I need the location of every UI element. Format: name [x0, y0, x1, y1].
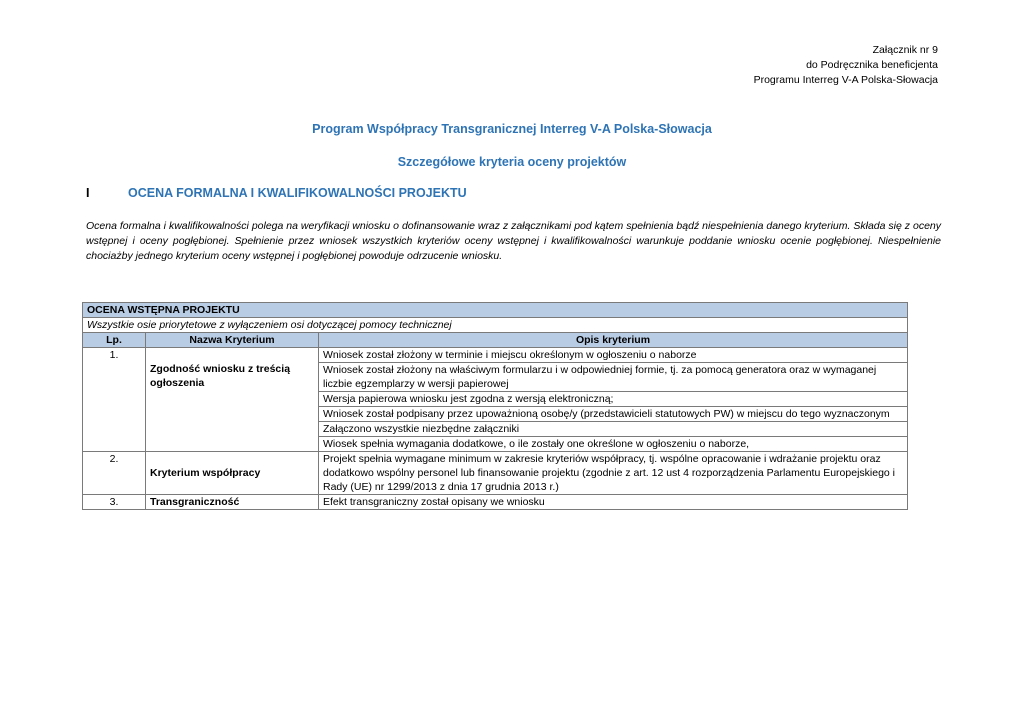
row-number: 3. [83, 495, 146, 510]
row-number: 2. [83, 452, 146, 495]
column-header-lp: Lp. [83, 333, 146, 348]
criterion-description: Wersja papierowa wniosku jest zgodna z wersją elektroniczną; [319, 392, 908, 407]
row-number: 1. [83, 348, 146, 452]
table-row [83, 495, 908, 510]
document-title: Program Współpracy Transgranicznej Interreg V-A Polska-Słowacja [312, 122, 712, 136]
section-title: OCENA FORMALNA I KWALIFIKOWALNOŚCI PROJEKTU [128, 186, 467, 200]
criterion-description: Załączono wszystkie niezbędne załączniki [319, 422, 908, 437]
table-subtitle-row [83, 318, 908, 333]
program-name: Programu Interreg V-A Polska-Słowacja [753, 74, 938, 86]
column-header-name: Nazwa Kryterium [146, 333, 319, 348]
section-heading [86, 186, 467, 200]
document-subtitle: Szczegółowe kryteria oceny projektów [397, 155, 627, 169]
criterion-description: Wniosek został złożony w terminie i miejscu określonym w ogłoszeniu o naborze [319, 348, 908, 363]
attachment-context: do Podręcznika beneficjenta [806, 59, 938, 71]
intro-paragraph: Ocena formalna i kwalifikowalności polega na weryfikacji wniosku o dofinansowanie wraz z załącznikami pod kątem spełnienia bądź niespełnienia danego kryterium. Składa się z oceny wstępnej i oceny pogłębionej. Spełnienie przez wniosek wszystkich kryteriów oceny wstępnej i kwalifikowalności warunkuje poddanie wniosku ocenie pogłębionej. Niespełnienie chociażby jednego kryterium oceny wstępnej i pogłębionej powoduje odrzucenie wniosku. [86, 220, 941, 262]
attachment-number: Załącznik nr 9 [872, 44, 938, 56]
table-row [83, 452, 908, 495]
column-header-description: Opis kryterium [319, 333, 908, 348]
criterion-name: Transgraniczność [146, 495, 319, 510]
criteria-table [82, 302, 908, 510]
criterion-description: Efekt transgraniczny został opisany we wniosku [319, 495, 908, 510]
table-title-row [83, 303, 908, 318]
table-row [83, 348, 908, 363]
table-header-row [83, 333, 908, 348]
table-title: OCENA WSTĘPNA PROJEKTU [83, 303, 908, 318]
section-number: I [86, 186, 90, 200]
criterion-name: Kryterium współpracy [146, 452, 319, 495]
criterion-description: Wniosek został podpisany przez upoważnioną osobę/y (przedstawicieli statutowych PW) w miejscu do tego wyznaczonym [319, 407, 908, 422]
table-subtitle: Wszystkie osie priorytetowe z wyłączeniem osi dotyczącej pomocy technicznej [83, 318, 908, 333]
criterion-description: Wniosek został złożony na właściwym formularzu i w odpowiedniej formie, tj. za pomocą generatora oraz w wymaganej liczbie egzemplarzy w wersji papierowej [319, 363, 908, 392]
document-header [754, 43, 938, 88]
criterion-name: Zgodność wniosku z treścią ogłoszenia [146, 348, 319, 452]
criterion-description: Projekt spełnia wymagane minimum w zakresie kryteriów współpracy, tj. wspólne opracowanie i wdrażanie projektu oraz dodatkowo wspólny personel lub finansowanie projektu (zgodnie z art. 12 ust 4 rozporządzenia Parlamentu Europejskiego i Rady (UE) nr 1299/2013 z dnia 17 grudnia 2013 r.) [319, 452, 908, 495]
criterion-description: Wiosek spełnia wymagania dodatkowe, o ile zostały one określone w ogłoszeniu o naborze, [319, 437, 908, 452]
